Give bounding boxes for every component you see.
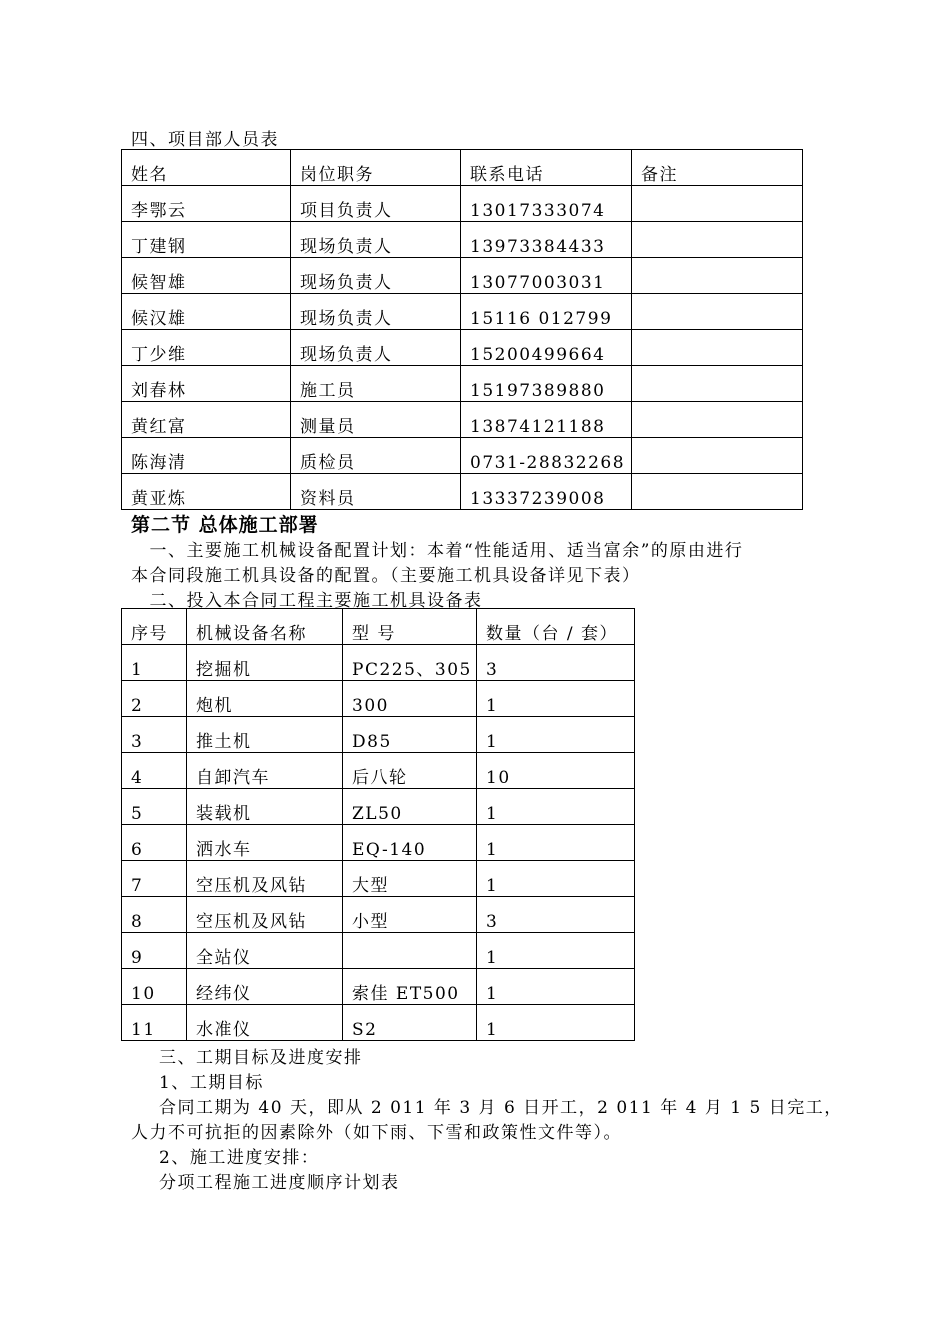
table-cell: 1 [477, 789, 635, 825]
table-cell: 丁少维 [122, 330, 291, 366]
table-cell: 现场负责人 [291, 222, 461, 258]
plan-table-title: 分项工程施工进度顺序计划表 [159, 1173, 400, 1193]
table-cell: 资料员 [291, 474, 461, 510]
table-header-row [122, 150, 803, 186]
schedule-subtitle: 2、施工进度安排： [159, 1148, 320, 1168]
table-cell: 陈海清 [122, 438, 291, 474]
table-row [122, 753, 635, 789]
table-cell: 15200499664 [461, 330, 632, 366]
table-cell: 小型 [343, 897, 477, 933]
table-cell [632, 258, 803, 294]
table-cell: 丁建钢 [122, 222, 291, 258]
table-cell: 经纬仪 [187, 969, 343, 1005]
staff-table-title: 四、项目部人员表 [131, 130, 279, 150]
table-cell: 黄亚炼 [122, 474, 291, 510]
table-row [122, 717, 635, 753]
table-cell: 3 [477, 897, 635, 933]
table-cell: 炮机 [187, 681, 343, 717]
table-row [122, 366, 803, 402]
table-cell: 大型 [343, 861, 477, 897]
header-cell: 序号 [122, 609, 187, 645]
table-cell: 10 [122, 969, 187, 1005]
table-cell [632, 366, 803, 402]
table-cell: 后八轮 [343, 753, 477, 789]
table-cell: 装载机 [187, 789, 343, 825]
table-cell: 0731-28832268 [461, 438, 632, 474]
table-cell: 刘春林 [122, 366, 291, 402]
schedule-title: 三、工期目标及进度安排 [159, 1048, 363, 1068]
table-cell [632, 294, 803, 330]
table-row [122, 330, 803, 366]
table-cell: 3 [477, 645, 635, 681]
table-cell: 13077003031 [461, 258, 632, 294]
table-cell: 1 [477, 969, 635, 1005]
table-cell: 15197389880 [461, 366, 632, 402]
table-cell: 候汉雄 [122, 294, 291, 330]
table-cell: 1 [477, 681, 635, 717]
table-row [122, 969, 635, 1005]
header-cell: 机械设备名称 [187, 609, 343, 645]
table-cell: 1 [477, 717, 635, 753]
header-cell: 姓名 [122, 150, 291, 186]
table-cell: 300 [343, 681, 477, 717]
table-row [122, 897, 635, 933]
header-cell: 备注 [632, 150, 803, 186]
table-row [122, 1005, 635, 1041]
schedule-subtitle: 1、工期目标 [159, 1073, 264, 1093]
table-row [122, 474, 803, 510]
table-row [122, 258, 803, 294]
table-cell: 黄红富 [122, 402, 291, 438]
table-row [122, 222, 803, 258]
table-cell: EQ-140 [343, 825, 477, 861]
table-cell: 水准仪 [187, 1005, 343, 1041]
table-cell [632, 186, 803, 222]
table-row [122, 402, 803, 438]
table-cell: 1 [122, 645, 187, 681]
table-cell: 现场负责人 [291, 258, 461, 294]
table-cell: 挖掘机 [187, 645, 343, 681]
table-cell: 质检员 [291, 438, 461, 474]
table-cell: 推土机 [187, 717, 343, 753]
table-cell: 测量员 [291, 402, 461, 438]
table-cell: 5 [122, 789, 187, 825]
table-row [122, 186, 803, 222]
table-header-row [122, 609, 635, 645]
table-cell: 全站仪 [187, 933, 343, 969]
table-row [122, 861, 635, 897]
equipment-table [121, 608, 635, 1041]
table-row [122, 294, 803, 330]
table-row [122, 789, 635, 825]
table-row [122, 825, 635, 861]
table-row [122, 933, 635, 969]
table-cell: 8 [122, 897, 187, 933]
table-cell [632, 402, 803, 438]
table-cell: 1 [477, 933, 635, 969]
table-cell: PC225、305 [343, 645, 477, 681]
table-cell: ZL50 [343, 789, 477, 825]
table-cell [632, 222, 803, 258]
table-cell: 6 [122, 825, 187, 861]
paragraph-line: 合同工期为 40 天，即从 2 011 年 3 月 6 日开工，2 011 年 4 月 1 5 日完工， [159, 1098, 843, 1118]
table-cell: 现场负责人 [291, 330, 461, 366]
table-cell: 项目负责人 [291, 186, 461, 222]
table-cell: 13874121188 [461, 402, 632, 438]
table-cell: 10 [477, 753, 635, 789]
header-cell: 岗位职务 [291, 150, 461, 186]
paragraph-line: 人力不可抗拒的因素除外（如下雨、下雪和政策性文件等）。 [131, 1123, 622, 1143]
table-cell: 15116 012799 [461, 294, 632, 330]
paragraph-line: 一、主要施工机械设备配置计划：本着“性能适用、适当富余”的原由进行 [131, 541, 744, 561]
table-cell [343, 933, 477, 969]
table-cell: 空压机及风钻 [187, 897, 343, 933]
table-cell: 1 [477, 1005, 635, 1041]
table-cell: 3 [122, 717, 187, 753]
table-cell: 索佳 ET500 [343, 969, 477, 1005]
header-cell: 联系电话 [461, 150, 632, 186]
table-cell: D85 [343, 717, 477, 753]
paragraph-line: 本合同段施工机具设备的配置。（主要施工机具设备详见下表） [131, 566, 641, 586]
staff-table [121, 149, 803, 510]
table-cell: 11 [122, 1005, 187, 1041]
table-cell: 施工员 [291, 366, 461, 402]
table-cell [632, 474, 803, 510]
header-cell: 型 号 [343, 609, 477, 645]
section-heading: 第二节 总体施工部署 [131, 514, 319, 536]
table-cell: 空压机及风钻 [187, 861, 343, 897]
equipment-table-title: 二、投入本合同工程主要施工机具设备表 [131, 591, 483, 611]
table-cell: 1 [477, 861, 635, 897]
table-row [122, 681, 635, 717]
table-cell: 13337239008 [461, 474, 632, 510]
table-cell [632, 438, 803, 474]
table-cell: 自卸汽车 [187, 753, 343, 789]
table-cell: 候智雄 [122, 258, 291, 294]
table-row [122, 645, 635, 681]
table-cell: 9 [122, 933, 187, 969]
table-cell: 13017333074 [461, 186, 632, 222]
header-cell: 数量（台 / 套） [477, 609, 635, 645]
table-cell: 4 [122, 753, 187, 789]
table-cell: 13973384433 [461, 222, 632, 258]
table-cell: 现场负责人 [291, 294, 461, 330]
table-cell: S2 [343, 1005, 477, 1041]
table-cell: 1 [477, 825, 635, 861]
table-cell: 李鄂云 [122, 186, 291, 222]
table-cell: 洒水车 [187, 825, 343, 861]
table-cell: 7 [122, 861, 187, 897]
table-cell [632, 330, 803, 366]
table-cell: 2 [122, 681, 187, 717]
table-row [122, 438, 803, 474]
